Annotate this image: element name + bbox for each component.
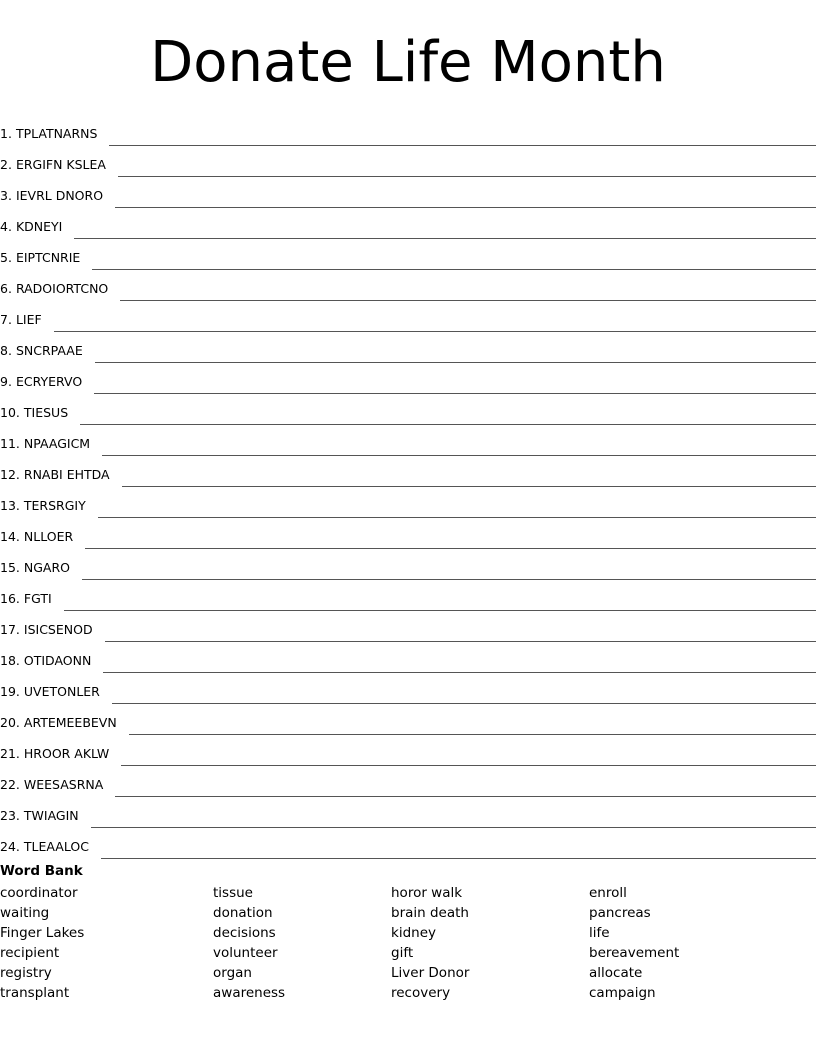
- word-bank-item: campaign: [589, 985, 656, 1001]
- answer-line[interactable]: [115, 795, 816, 797]
- word-bank-item: decisions: [213, 925, 276, 941]
- answer-line[interactable]: [54, 330, 816, 332]
- word-bank-item: allocate: [589, 965, 643, 981]
- scramble-number: 2.: [0, 157, 12, 172]
- word-bank-item: registry: [0, 965, 52, 981]
- scrambled-word: LIEF: [15, 312, 42, 327]
- word-bank-column-4: [589, 883, 679, 1003]
- word-bank-item: kidney: [391, 925, 436, 941]
- scrambled-word: SNCRPAAE: [15, 343, 83, 358]
- scramble-number: 4.: [0, 219, 12, 234]
- scramble-number: 6.: [0, 281, 12, 296]
- scrambled-word: UVETONLER: [23, 684, 100, 699]
- answer-line[interactable]: [82, 578, 816, 580]
- scramble-number: 23.: [0, 808, 20, 823]
- word-bank-item: Liver Donor: [391, 965, 470, 981]
- answer-line[interactable]: [121, 764, 816, 766]
- answer-line[interactable]: [85, 547, 816, 549]
- scramble-number: 21.: [0, 746, 20, 761]
- scramble-number: 16.: [0, 591, 20, 606]
- word-bank-item: waiting: [0, 905, 50, 921]
- scramble-number: 22.: [0, 777, 20, 792]
- scrambled-word: FGTI: [23, 591, 52, 606]
- answer-line[interactable]: [101, 857, 816, 859]
- scramble-number: 8.: [0, 343, 12, 358]
- word-bank-column-3: [391, 883, 469, 1003]
- word-bank-item: Finger Lakes: [0, 925, 85, 941]
- answer-line[interactable]: [95, 361, 816, 363]
- scrambled-word: NPAAGICM: [23, 436, 91, 451]
- scramble-number: 24.: [0, 839, 20, 854]
- scramble-number: 3.: [0, 188, 12, 203]
- answer-line[interactable]: [118, 175, 816, 177]
- word-bank-item: volunteer: [213, 945, 278, 961]
- word-bank-item: recovery: [391, 985, 451, 1001]
- scrambled-word: IEVRL DNORO: [15, 188, 104, 203]
- word-bank-column-2: [213, 883, 285, 1003]
- answer-line[interactable]: [105, 640, 816, 642]
- word-bank-item: recipient: [0, 945, 60, 961]
- scramble-number: 7.: [0, 312, 12, 327]
- scramble-list: [0, 110, 816, 854]
- answer-line[interactable]: [94, 392, 816, 394]
- scramble-number: 5.: [0, 250, 12, 265]
- scrambled-word: KDNEYI: [15, 219, 63, 234]
- scrambled-word: RADOIORTCNO: [15, 281, 109, 296]
- word-bank-item: life: [589, 925, 610, 941]
- answer-line[interactable]: [120, 299, 816, 301]
- answer-line[interactable]: [115, 206, 816, 208]
- answer-line[interactable]: [103, 671, 816, 673]
- scrambled-word: WEESASRNA: [23, 777, 104, 792]
- scrambled-word: ECRYERVO: [15, 374, 83, 389]
- scramble-number: 20.: [0, 715, 20, 730]
- answer-line[interactable]: [129, 733, 816, 735]
- answer-line[interactable]: [98, 516, 816, 518]
- word-bank-item: coordinator: [0, 885, 78, 901]
- scrambled-word: ERGIFN KSLEA: [15, 157, 106, 172]
- scramble-number: 1.: [0, 126, 12, 141]
- scramble-number: 12.: [0, 467, 20, 482]
- scrambled-word: TIESUS: [23, 405, 69, 420]
- word-bank-item: awareness: [213, 985, 286, 1001]
- scramble-number: 18.: [0, 653, 20, 668]
- word-bank-item: gift: [391, 945, 414, 961]
- word-bank-item: organ: [213, 965, 252, 981]
- word-bank-item: bereavement: [589, 945, 680, 961]
- word-bank-item: tissue: [213, 885, 253, 901]
- scrambled-word: EIPTCNRIE: [15, 250, 81, 265]
- scrambled-word: ISICSENOD: [23, 622, 93, 637]
- answer-line[interactable]: [80, 423, 816, 425]
- word-bank-item: enroll: [589, 885, 627, 901]
- word-bank-item: transplant: [0, 985, 70, 1001]
- scramble-number: 9.: [0, 374, 12, 389]
- answer-line[interactable]: [64, 609, 816, 611]
- word-bank-item: brain death: [391, 905, 469, 921]
- answer-line[interactable]: [74, 237, 816, 239]
- scrambled-word: NGARO: [23, 560, 71, 575]
- answer-line[interactable]: [122, 485, 816, 487]
- scrambled-word: OTIDAONN: [23, 653, 92, 668]
- scrambled-word: NLLOER: [23, 529, 74, 544]
- scrambled-word: TWIAGIN: [23, 808, 79, 823]
- scrambled-word: TLEAALOC: [23, 839, 89, 854]
- answer-line[interactable]: [92, 268, 816, 270]
- answer-line[interactable]: [102, 454, 816, 456]
- scramble-row: [0, 110, 816, 141]
- scrambled-word: HROOR AKLW: [23, 746, 110, 761]
- word-bank-title: Word Bank: [0, 863, 83, 879]
- scrambled-word: TPLATNARNS: [15, 126, 98, 141]
- scrambled-word: ARTEMEEBEVN: [23, 715, 117, 730]
- scramble-number: 17.: [0, 622, 20, 637]
- word-bank-column-1: [0, 883, 84, 1003]
- answer-line[interactable]: [112, 702, 816, 704]
- answer-line[interactable]: [91, 826, 816, 828]
- scramble-number: 11.: [0, 436, 20, 451]
- scramble-number: 10.: [0, 405, 20, 420]
- word-bank-item: donation: [213, 905, 273, 921]
- answer-line[interactable]: [109, 144, 816, 146]
- scramble-number: 13.: [0, 498, 20, 513]
- scrambled-word: RNABI EHTDA: [23, 467, 110, 482]
- word-bank-item: pancreas: [589, 905, 651, 921]
- scramble-number: 19.: [0, 684, 20, 699]
- scramble-number: 14.: [0, 529, 20, 544]
- scramble-number: 15.: [0, 560, 20, 575]
- scrambled-word: TERSRGIY: [23, 498, 86, 513]
- page-title: Donate Life Month: [150, 30, 666, 95]
- word-bank-item: horor walk: [391, 885, 463, 901]
